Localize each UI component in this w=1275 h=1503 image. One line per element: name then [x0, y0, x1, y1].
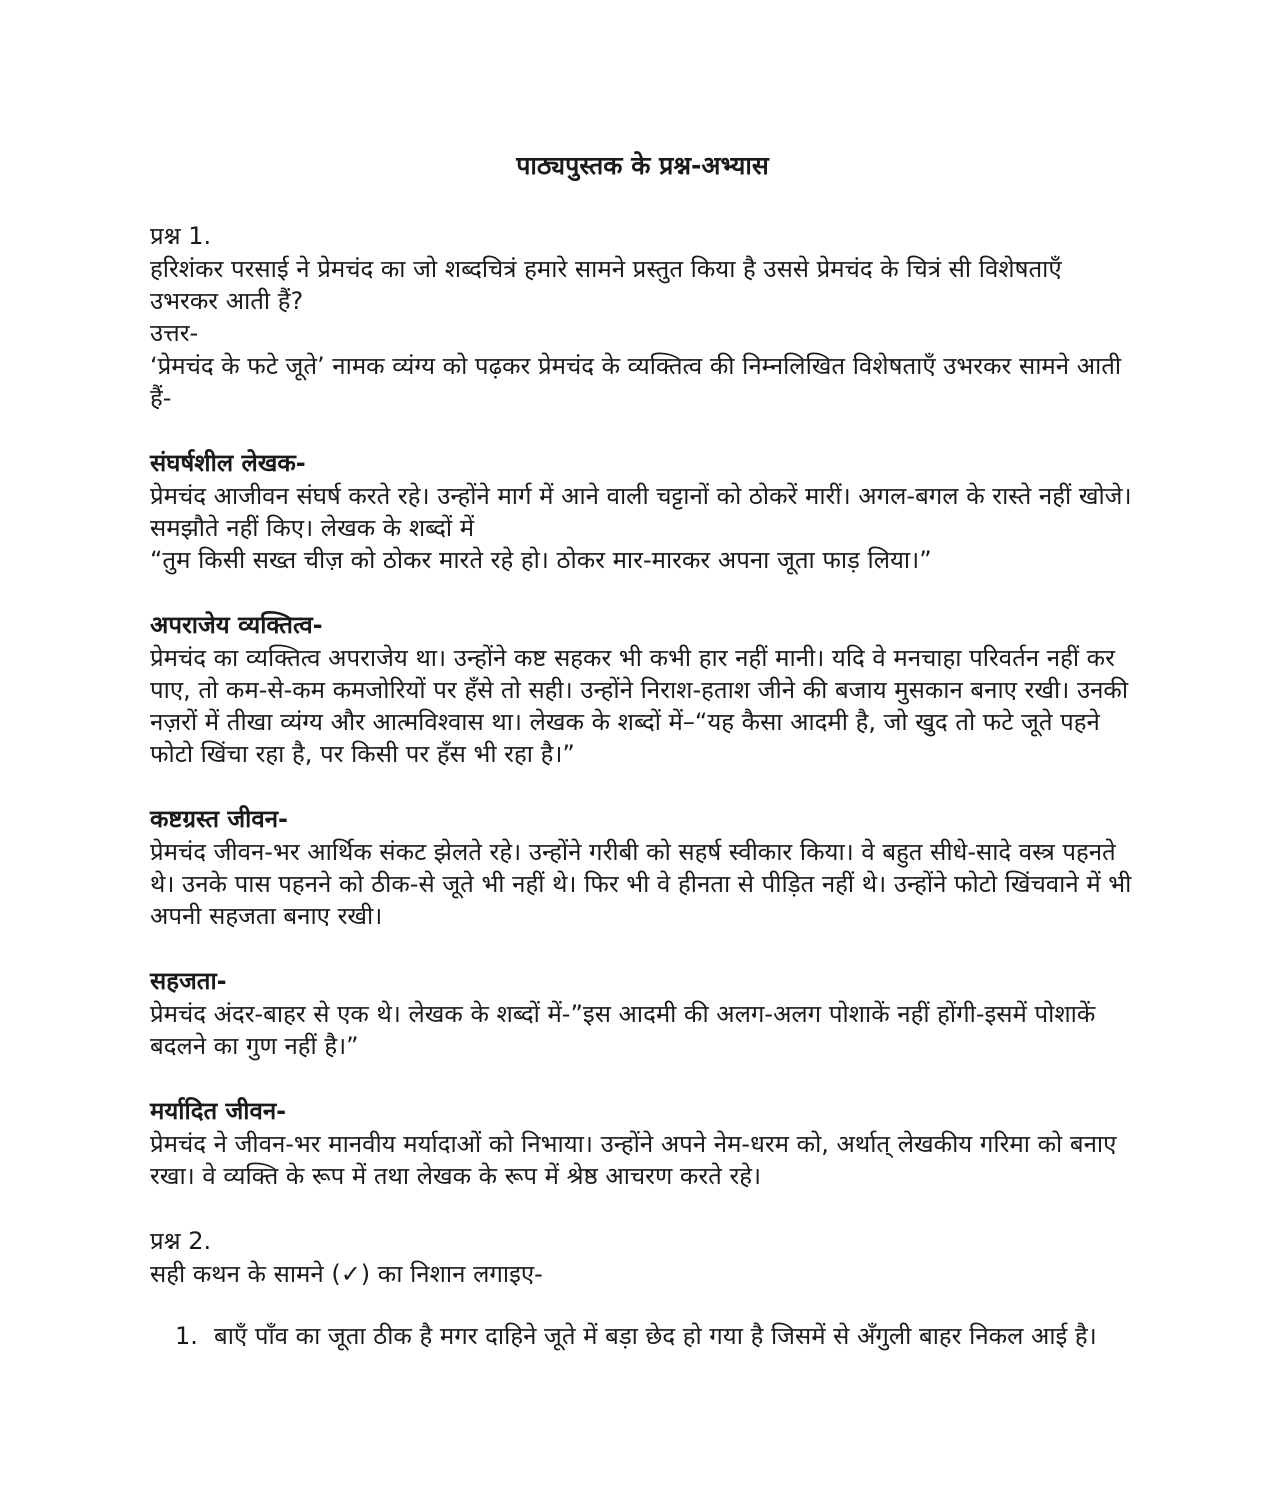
section-sangharshsheel	[150, 447, 1135, 576]
list-item-number: 1.	[175, 1322, 198, 1350]
question-1-label: प्रश्न 1.	[150, 222, 212, 250]
section-text: प्रेमचंद जीवन-भर आर्थिक संकट झेलते रहे। उन्होंने गरीबी को सहर्ष स्वीकार किया। वे बहुत सीधे-सादे वस्त्र पहनते थे। उनके पास पहनने को ठीक-से जूते भी नहीं थे। फिर भी वे हीनता से पीड़ित नहीं थे। उन्होंने फोटो खिंचवाने में भी अपनी सहजता बनाए रखी।	[150, 838, 1132, 930]
statement-list	[150, 1320, 1135, 1353]
section-kashtagrast	[150, 803, 1135, 932]
page-title: पाठ्यपुस्तक के प्रश्न-अभ्यास	[516, 151, 769, 180]
section-sahajta	[150, 965, 1135, 1062]
list-item	[150, 1320, 1135, 1353]
section-heading: सहजता-	[150, 967, 227, 995]
question-1-text: हरिशंकर परसाई ने प्रेमचंद का जो शब्दचित्रं हमारे सामने प्रस्तुत किया है उससे प्रेमचंद के चित्रं सी विशेषताएँ उभरकर आती हैं?	[150, 255, 1062, 315]
answer-label: उत्तर-	[150, 319, 199, 347]
question-2-label: प्रश्न 2.	[150, 1227, 212, 1255]
section-aparajey	[150, 609, 1135, 770]
document-page	[150, 150, 1135, 1353]
section-quote: “तुम किसी सख्त चीज़ को ठोकर मारते रहे हो। ठोकर मार-मारकर अपना जूता फाड़ लिया।”	[150, 546, 932, 574]
section-heading: संघर्षशील लेखक-	[150, 449, 306, 477]
section-text: प्रेमचंद का व्यक्तित्व अपराजेय था। उन्होंने कष्ट सहकर भी कभी हार नहीं मानी। यदि वे मनचाहा परिवर्तन नहीं कर पाए, तो कम-से-कम कमजोरियों पर हँसे तो सही। उन्होंने निराश-हताश जीने की बजाय मुसकान बनाए रखी। उनकी नज़रों में तीखा व्यंग्य और आत्मविश्वास था। लेखक के शब्दों में–“यह कैसा आदमी है, जो खुद तो फटे जूते पहने फोटो खिंचा रहा है, पर किसी पर हँस भी रहा है।”	[150, 644, 1129, 768]
answer-intro: ‘प्रेमचंद के फटे जूते’ नामक व्यंग्य को पढ़कर प्रेमचंद के व्यक्तित्व की निम्नलिखित विशेषताएँ उभरकर सामने आती हैं-	[150, 352, 1122, 412]
list-item-text: बाएँ पाँव का जूता ठीक है मगर दाहिने जूते में बड़ा छेद हो गया है जिसमें से अँगुली बाहर निकल आई है।	[214, 1322, 1097, 1350]
question-2	[150, 1225, 1135, 1353]
question-2-instruction: सही कथन के सामने (✓) का निशान लगाइए-	[150, 1260, 543, 1288]
section-heading: कष्टग्रस्त जीवन-	[150, 805, 289, 833]
section-text: प्रेमचंद ने जीवन-भर मानवीय मर्यादाओं को निभाया। उन्होंने अपने नेम-धरम को, अर्थात् लेखकीय गरिमा को बनाए रखा। वे व्यक्ति के रूप में तथा लेखक के रूप में श्रेष्ठ आचरण करते रहे।	[150, 1130, 1117, 1190]
section-text: प्रेमचंद अंदर-बाहर से एक थे। लेखक के शब्दों में-”इस आदमी की अलग-अलग पोशाकें नहीं होंगी-इसमें पोशाकें बदलने का गुण नहीं है।”	[150, 1000, 1096, 1060]
section-maryadit	[150, 1095, 1135, 1192]
section-heading: मर्यादित जीवन-	[150, 1097, 287, 1125]
question-1	[150, 220, 1135, 1192]
section-heading: अपराजेय व्यक्तित्व-	[150, 611, 323, 639]
section-text: प्रेमचंद आजीवन संघर्ष करते रहे। उन्होंने मार्ग में आने वाली चट्टानों को ठोकरें मारीं। अगल-बगल के रास्ते नहीं खोजे। समझौते नहीं किए। लेखक के शब्दों में	[150, 482, 1132, 542]
